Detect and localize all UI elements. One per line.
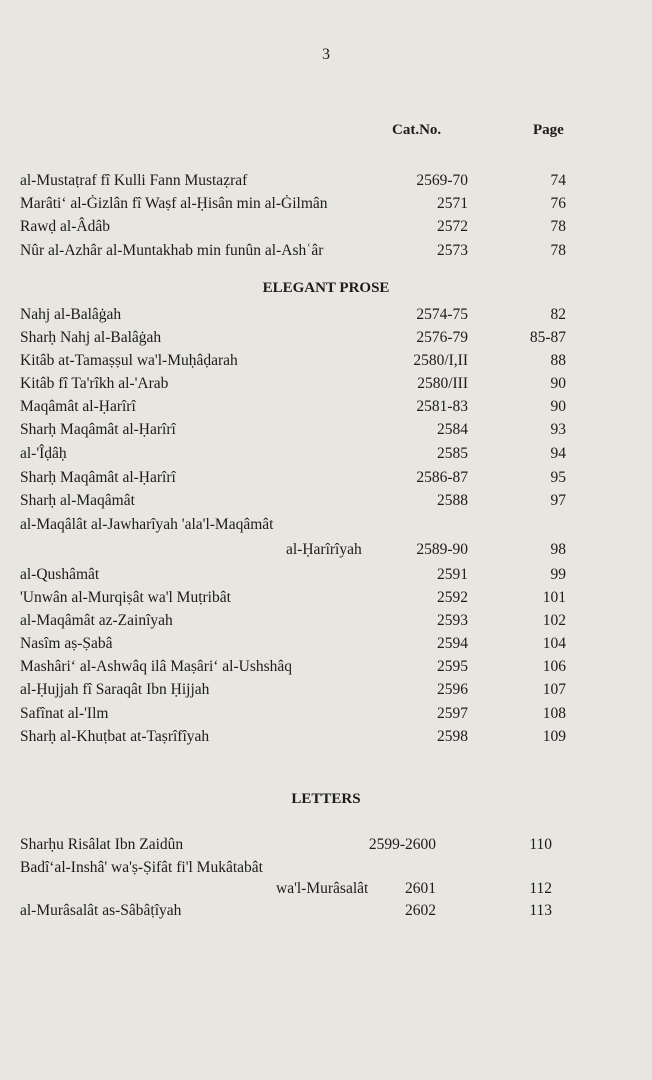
entry-row [0, 857, 652, 879]
entry-row [0, 396, 652, 418]
entry-title: Sharḥ Nahj al-Balâġah [20, 329, 162, 346]
entry-row [0, 193, 652, 215]
entry-page: 112 [529, 880, 552, 897]
entry-page: 102 [542, 612, 566, 629]
entry-title-continuation: al-Ḥarîrîyah [286, 541, 362, 558]
entry-page: 99 [550, 566, 566, 583]
entry-row [0, 216, 652, 238]
entry-row [0, 467, 652, 489]
column-header-row [0, 122, 652, 142]
entry-cat-no: 2602 [405, 902, 436, 919]
entry-cat-no: 2598 [437, 728, 468, 745]
entry-page: 109 [542, 728, 566, 745]
entry-cat-no: 2580/I,II [413, 352, 468, 369]
entry-row [0, 327, 652, 349]
entry-page: 113 [529, 902, 552, 919]
entry-title: Kitâb fî Ta'rîkh al-'Arab [20, 375, 169, 392]
entry-row [0, 834, 652, 856]
entry-cat-no: 2596 [437, 681, 468, 698]
entry-title: al-Ḥujjah fî Saraqât Ibn Ḥijjah [20, 681, 210, 698]
entry-page: 85-87 [529, 329, 566, 346]
entry-cat-no: 2574-75 [416, 306, 468, 323]
entry-title: Sharḥ Maqâmât al-Ḥarîrî [20, 421, 176, 438]
entry-cat-no: 2599-2600 [368, 836, 436, 853]
entry-page: 76 [550, 195, 566, 212]
entry-page: 74 [550, 172, 566, 189]
entry-title: al-Qushâmât [20, 566, 100, 583]
entry-page: 101 [542, 589, 566, 606]
entry-row [0, 350, 652, 372]
entry-page: 107 [542, 681, 566, 698]
entry-title-continuation: wa'l-Murâsalât [276, 880, 369, 897]
entry-title: Nasîm aṣ-Ṣabâ [20, 635, 113, 652]
entry-title: al-Maqâlât al-Jawharîyah 'ala'l-Maqâmât [20, 516, 274, 533]
entry-title: Sharḥ Maqâmât al-Ḥarîrî [20, 469, 176, 486]
entry-title: al-Mustaṭraf fî Kulli Fann Mustaẓraf [20, 172, 248, 189]
entry-cat-no: 2597 [437, 705, 468, 722]
entry-row [0, 610, 652, 632]
entry-title: Maqâmât al-Ḥarîrî [20, 398, 136, 415]
entry-page: 95 [550, 469, 566, 486]
entry-row [0, 514, 652, 536]
entry-page: 104 [542, 635, 566, 652]
entry-title: Sharḥu Risâlat Ibn Zaidûn [20, 836, 184, 853]
entry-row [0, 240, 652, 262]
entry-cat-no: 2569-70 [416, 172, 468, 189]
entry-row [0, 564, 652, 586]
page-number: 3 [322, 46, 330, 63]
entry-title: Sharḥ al-Maqâmât [20, 492, 135, 509]
entry-page: 90 [550, 398, 566, 415]
entry-cat-no: 2594 [437, 635, 468, 652]
entry-cat-no: 2595 [437, 658, 468, 675]
entry-page: 88 [550, 352, 566, 369]
entry-row [0, 587, 652, 609]
entry-page: 108 [542, 705, 566, 722]
entry-page: 90 [550, 375, 566, 392]
entry-cat-no: 2593 [437, 612, 468, 629]
entry-title: Marâti‘ al-Ġizlân fî Waṣf al-Ḥisân min al-Ġilmân [20, 195, 328, 212]
entry-title: al-'Îḍâḥ [20, 445, 67, 462]
section-heading-letters: LETTERS [291, 791, 361, 807]
entry-title: al-Murâsalât as-Sâbâṭîyah [20, 902, 182, 919]
entry-title: Kitâb at-Tamaṣṣul wa'l-Muḥâḍarah [20, 352, 238, 369]
entry-row [0, 304, 652, 326]
entry-cat-no: 2601 [405, 880, 436, 897]
entry-row [0, 633, 652, 655]
entry-cat-no: 2591 [437, 566, 468, 583]
entry-page: 78 [550, 242, 566, 259]
entry-row [0, 443, 652, 465]
entry-cat-no: 2586-87 [416, 469, 468, 486]
entry-page: 98 [550, 541, 566, 558]
entry-cat-no: 2572 [437, 218, 468, 235]
entry-title: 'Unwân al-Murqiṣât wa'l Muṭribât [20, 589, 231, 606]
entry-page: 82 [550, 306, 566, 323]
entry-title: Nahj al-Balâġah [20, 306, 122, 323]
entry-page: 93 [550, 421, 566, 438]
entry-row [0, 703, 652, 725]
entry-page: 97 [550, 492, 566, 509]
entry-cat-no: 2580/III [417, 375, 468, 392]
entry-page: 110 [529, 836, 552, 853]
entry-page: 106 [542, 658, 566, 675]
page-header: Page [533, 122, 564, 138]
entry-row [0, 490, 652, 512]
entry-row [0, 900, 652, 922]
entry-row [0, 419, 652, 441]
entry-title: Mashâri‘ al-Ashwâq ilâ Maṣâri‘ al-Ushshâq [20, 658, 293, 675]
entry-cat-no: 2584 [437, 421, 468, 438]
entry-row-continuation [0, 539, 652, 561]
entry-row-continuation [0, 878, 652, 900]
cat-no-header: Cat.No. [392, 122, 442, 138]
entry-row [0, 726, 652, 748]
entry-title: Sharḥ al-Khuṭbat at-Taṣrîfîyah [20, 728, 210, 745]
entry-row [0, 679, 652, 701]
entry-title: Nûr al-Azhâr al-Muntakhab min funûn al-Ashʿâr [20, 242, 324, 259]
entry-title: al-Maqâmât az-Zainîyah [20, 612, 173, 629]
entry-cat-no: 2573 [437, 242, 468, 259]
entry-cat-no: 2585 [437, 445, 468, 462]
entry-cat-no: 2589-90 [416, 541, 468, 558]
entry-title: Badî‘al-Inshâ' wa'ṣ-Ṣifât fi'l Mukâtabât [20, 859, 263, 876]
entry-cat-no: 2588 [437, 492, 468, 509]
entry-title: Safînat al-'Ilm [20, 705, 109, 722]
entry-cat-no: 2576-79 [416, 329, 468, 346]
entry-row [0, 656, 652, 678]
section-heading-elegant-prose: ELEGANT PROSE [262, 280, 390, 296]
entry-row [0, 170, 652, 192]
entry-cat-no: 2571 [437, 195, 468, 212]
entry-title: Rawḍ al-Âdâb [20, 218, 110, 235]
entry-cat-no: 2581-83 [416, 398, 468, 415]
entry-page: 78 [550, 218, 566, 235]
entry-row [0, 373, 652, 395]
entry-cat-no: 2592 [437, 589, 468, 606]
entry-page: 94 [550, 445, 566, 462]
